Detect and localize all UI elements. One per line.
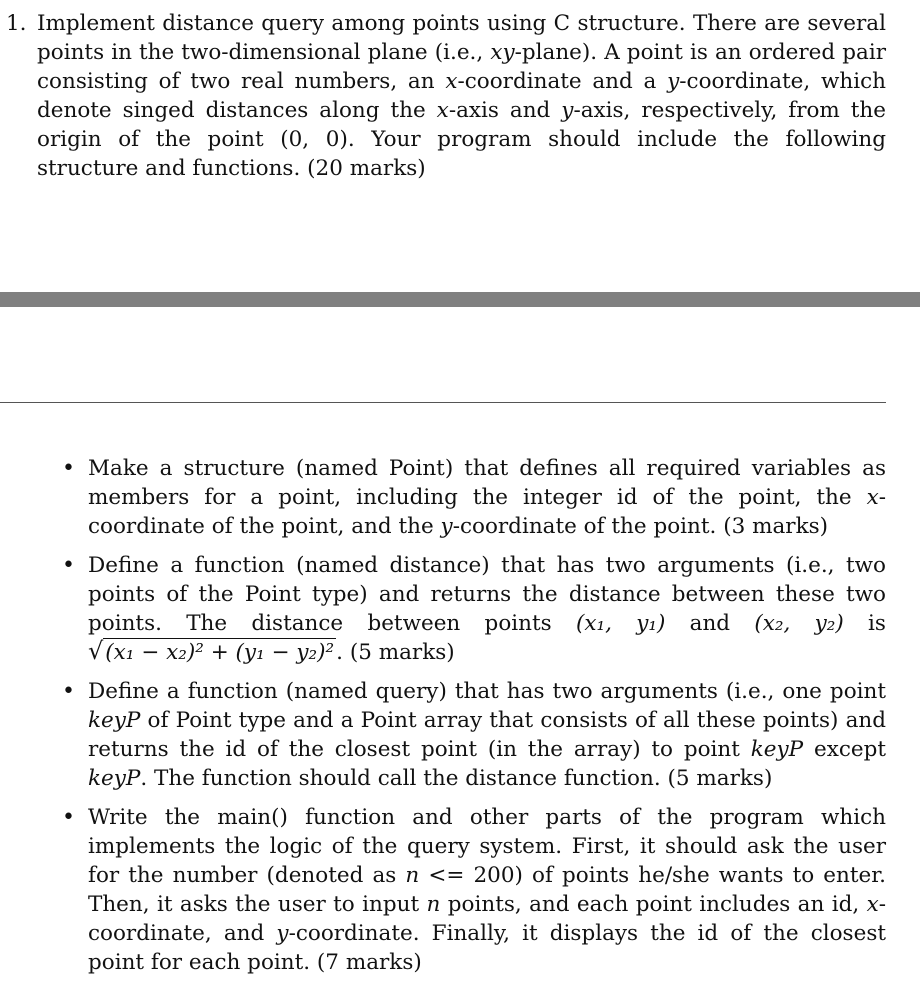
bullet-dot-icon: • bbox=[62, 805, 75, 830]
divider-line bbox=[0, 402, 886, 403]
formula-radicand: (x₁ − x₂)² + (y₁ − y₂)² bbox=[105, 640, 335, 665]
question-text-part: -axis, respectively, from the origin of the point (0, 0). Your program should include the following structure and functions. (20 marks) bbox=[37, 98, 886, 181]
bullet-text: <= 200) of points he/she wants to enter. Then, it asks the user to input bbox=[88, 863, 886, 917]
bullet-item-distance bbox=[60, 551, 886, 667]
math-y: y bbox=[561, 98, 574, 123]
bullet-text: of Point type and a Point array that consists of all these points) and returns the id of the closest point (in the array) to point bbox=[88, 708, 886, 762]
math-x: x bbox=[866, 892, 879, 917]
math-y: y bbox=[667, 69, 680, 94]
bullet-dot-icon: • bbox=[62, 456, 75, 481]
bullet-text: -coordinate. Finally, it displays the id of the closest point for each point. (7 marks) bbox=[88, 921, 886, 975]
math-xy: xy bbox=[490, 40, 515, 65]
question-number: 1. bbox=[6, 11, 27, 36]
math-n: n bbox=[426, 892, 441, 917]
question-text-part: -plane). A point is an ordered pair consisting of two real numbers, an bbox=[37, 40, 886, 94]
bullet-dot-icon: • bbox=[62, 679, 75, 704]
math-keyP: keyP bbox=[750, 737, 804, 762]
sqrt-icon: √ bbox=[88, 637, 104, 665]
question-text bbox=[37, 9, 886, 183]
math-y: y bbox=[440, 514, 453, 539]
math-x: x bbox=[445, 69, 458, 94]
question-text-part: -axis and bbox=[448, 98, 562, 123]
distance-formula bbox=[88, 638, 336, 666]
bullet-item-main bbox=[60, 803, 886, 977]
math-y: y bbox=[276, 921, 289, 946]
bullet-text: -coordinate, and bbox=[88, 892, 887, 946]
bullet-text: . The function should call the distance function. (5 marks) bbox=[140, 766, 773, 791]
bullet-text: Make a structure (named Point) that defines all required variables as members for a point, including the integer id of the point, the bbox=[88, 456, 886, 510]
math-x: x bbox=[436, 98, 449, 123]
question-text-part: -coordinate and a bbox=[457, 69, 668, 94]
question-text-part: Implement distance query among points using C structure. There are several points in the two-dimensional plane (i.e., bbox=[37, 11, 886, 65]
math-n: n bbox=[405, 863, 420, 888]
bullet-text: . (5 marks) bbox=[336, 640, 455, 665]
math-keyP: keyP bbox=[88, 766, 141, 791]
math-point-2: (x₂, y₂) bbox=[754, 611, 844, 636]
bullet-item-query bbox=[60, 677, 886, 793]
bullet-item-structure bbox=[60, 454, 886, 541]
question-text-part: -coordinate, which denote singed distances along the bbox=[37, 69, 886, 123]
math-x: x bbox=[866, 485, 879, 510]
page-break-bar bbox=[0, 292, 920, 307]
question-1 bbox=[6, 9, 886, 183]
bullet-text: except bbox=[803, 737, 886, 762]
bullet-text: -coordinate of the point, and the bbox=[88, 485, 886, 539]
bullet-text: and bbox=[665, 611, 755, 636]
bullet-text: points, and each point includes an id, bbox=[440, 892, 867, 917]
bullet-dot-icon: • bbox=[62, 553, 75, 578]
bullet-text: -coordinate of the point. (3 marks) bbox=[452, 514, 829, 539]
math-keyP: keyP bbox=[88, 708, 141, 733]
math-point-1: (x₁, y₁) bbox=[575, 611, 666, 636]
bullet-list bbox=[60, 454, 886, 987]
bullet-text: Define a function (named distance) that has two arguments (i.e., two points of the Point type) and returns the distance between these two points. The distance between points bbox=[88, 553, 886, 636]
bullet-text: Define a function (named query) that has two arguments (i.e., one point bbox=[88, 679, 886, 704]
bullet-text: is bbox=[843, 611, 886, 636]
bullet-text: Write the main() function and other parts of the program which implements the logic of the query system. First, it should ask the user for the number (denoted as bbox=[88, 805, 886, 888]
